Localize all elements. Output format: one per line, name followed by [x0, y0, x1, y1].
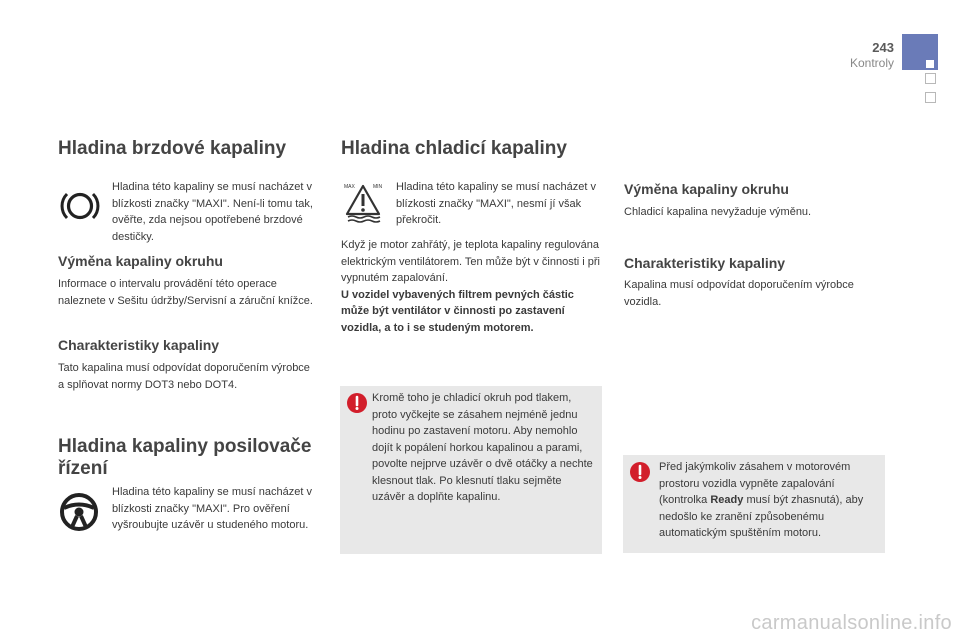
section-name: Kontroly [849, 56, 894, 70]
steering-fluid-intro: Hladina této kapaliny se musí nacházet v blízkosti značky "MAXI". Pro ověření vyšroubujte uzávěr u studeného motoru. [112, 486, 312, 531]
brake-change-title: Výměna kapaliny okruhu [58, 253, 223, 269]
brake-fluid-title: Hladina brzdové kapaliny [58, 138, 287, 159]
danger-icon [629, 461, 651, 483]
brake-warning-icon [60, 186, 100, 226]
coolant-change-title: Výměna kapaliny okruhu [624, 181, 789, 197]
coolant-warning-icon [342, 180, 384, 224]
coolant-spec-text: Kapalina musí odpovídat doporučením výrobce vozidla. [624, 279, 854, 308]
ready-indicator-label: Ready [710, 494, 744, 506]
coolant-change-text: Chladicí kapalina nevyžaduje výměnu. [624, 206, 812, 218]
coolant-fluid-intro: Hladina této kapaliny se musí nacházet v blízkosti značky "MAXI", nesmí jí však překročit. [396, 181, 596, 226]
brake-fluid-intro: Hladina této kapaliny se musí nacházet v blízkosti značky "MAXI". Není-li tomu tak, ověřte, zda nejsou opotřebené brzdové destičky. [112, 181, 313, 243]
steering-wheel-icon [58, 492, 100, 532]
engine-warning-text-pre: Před jakýmkoliv zásahem v motorovém prostoru vozidla vypněte zapalování (kontrolka [659, 461, 851, 506]
engine-warning-text-post: musí být zhasnutá), aby nedošlo ke zranění způsobenému automatickým spuštěním motoru. [659, 494, 864, 539]
coolant-spec-title: Charakteristiky kapaliny [624, 255, 786, 271]
coolant-warning-text: Kromě toho je chladicí okruh pod tlakem, proto vyčkejte se zásahem nejméně jednu hodinu po zastavení motoru. Aby nemohlo dojít k popálení horkou kapalinou a parami, povolte nejprve uzávěr o dvě otáčky a nechte klesnout tlak. Po klesnutí tlaku sejměte uzávěr a doplňte kapalinu. [372, 392, 593, 503]
brake-change-text: Informace o intervalu provádění této operace naleznete v Sešitu údržby/Servisní a záruční knížce. [58, 278, 313, 307]
coolant-fan-normal: Když je motor zahřátý, je teplota kapaliny regulována elektrickým ventilátorem. Ten může být v činnosti i při vypnutém zapalování. [341, 239, 600, 284]
coolant-fan-text [341, 237, 603, 336]
watermark: carmanualsonline.info [751, 612, 952, 634]
coolant-fluid-title: Hladina chladicí kapaliny [341, 138, 567, 159]
tab-square-1 [925, 73, 936, 84]
steering-fluid-title: Hladina kapaliny posilovače řízení [58, 436, 312, 479]
brake-spec-title: Charakteristiky kapaliny [58, 337, 220, 353]
svg-text:MAX: MAX [344, 184, 355, 190]
engine-warning-text [659, 459, 879, 542]
brake-spec-text: Tato kapalina musí odpovídat doporučením výrobce a splňovat normy DOT3 nebo DOT4. [58, 362, 310, 391]
svg-text:MIN: MIN [373, 184, 383, 190]
danger-icon [346, 392, 368, 414]
tab-square-2 [925, 92, 936, 103]
page-number: 243 [872, 40, 894, 55]
tab-marker-dot [926, 60, 934, 68]
coolant-fan-bold: U vozidel vybavených filtrem pevných částic může být ventilátor v činnosti po zastavení vozidla, a to i se studeným motorem. [341, 288, 574, 334]
